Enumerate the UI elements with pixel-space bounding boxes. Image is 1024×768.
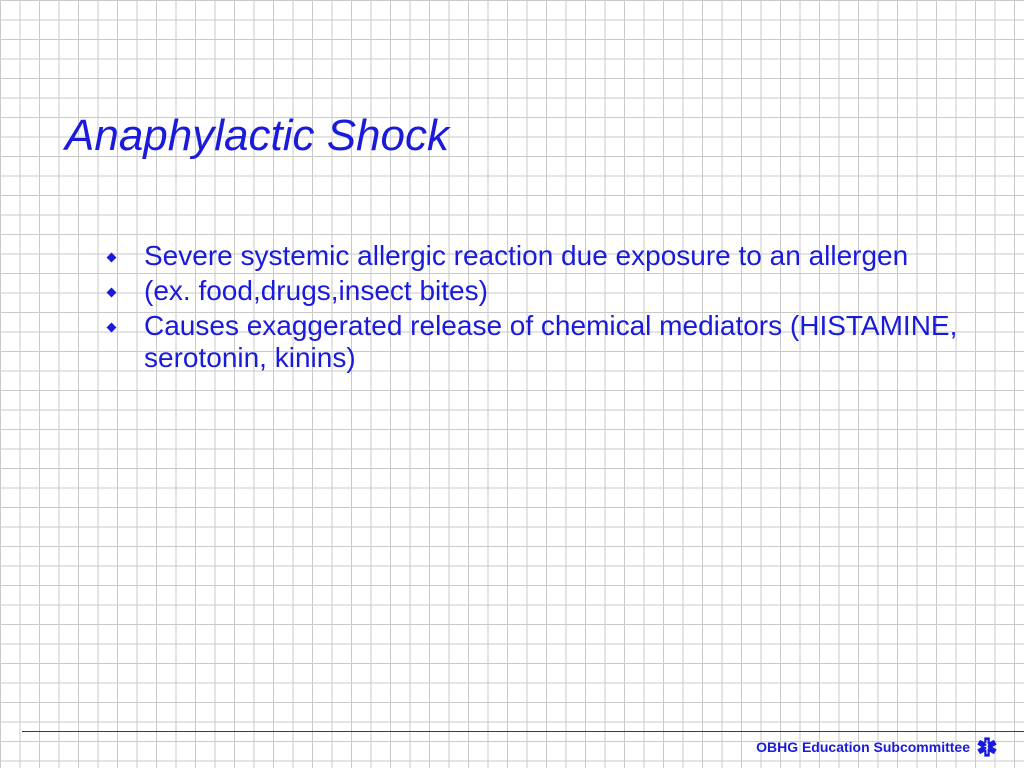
diamond-bullet-icon xyxy=(107,288,117,298)
bullet-text: Severe systemic allergic reaction due exposure to an allergen xyxy=(144,240,909,271)
footer-divider xyxy=(22,731,1024,732)
bullet-list xyxy=(108,240,968,377)
footer-text: OBHG Education Subcommittee xyxy=(756,739,970,755)
footer xyxy=(756,736,998,758)
bullet-text: Causes exaggerated release of chemical mediators (HISTAMINE, serotonin, kinins) xyxy=(144,310,958,373)
bullet-item xyxy=(108,310,968,374)
star-of-life-icon xyxy=(976,736,998,758)
bullet-item xyxy=(108,275,968,307)
diamond-bullet-icon xyxy=(107,323,117,333)
slide-title: Anaphylactic Shock xyxy=(65,111,449,160)
bullet-text: (ex. food,drugs,insect bites) xyxy=(144,275,488,306)
bullet-item xyxy=(108,240,968,272)
diamond-bullet-icon xyxy=(107,253,117,263)
